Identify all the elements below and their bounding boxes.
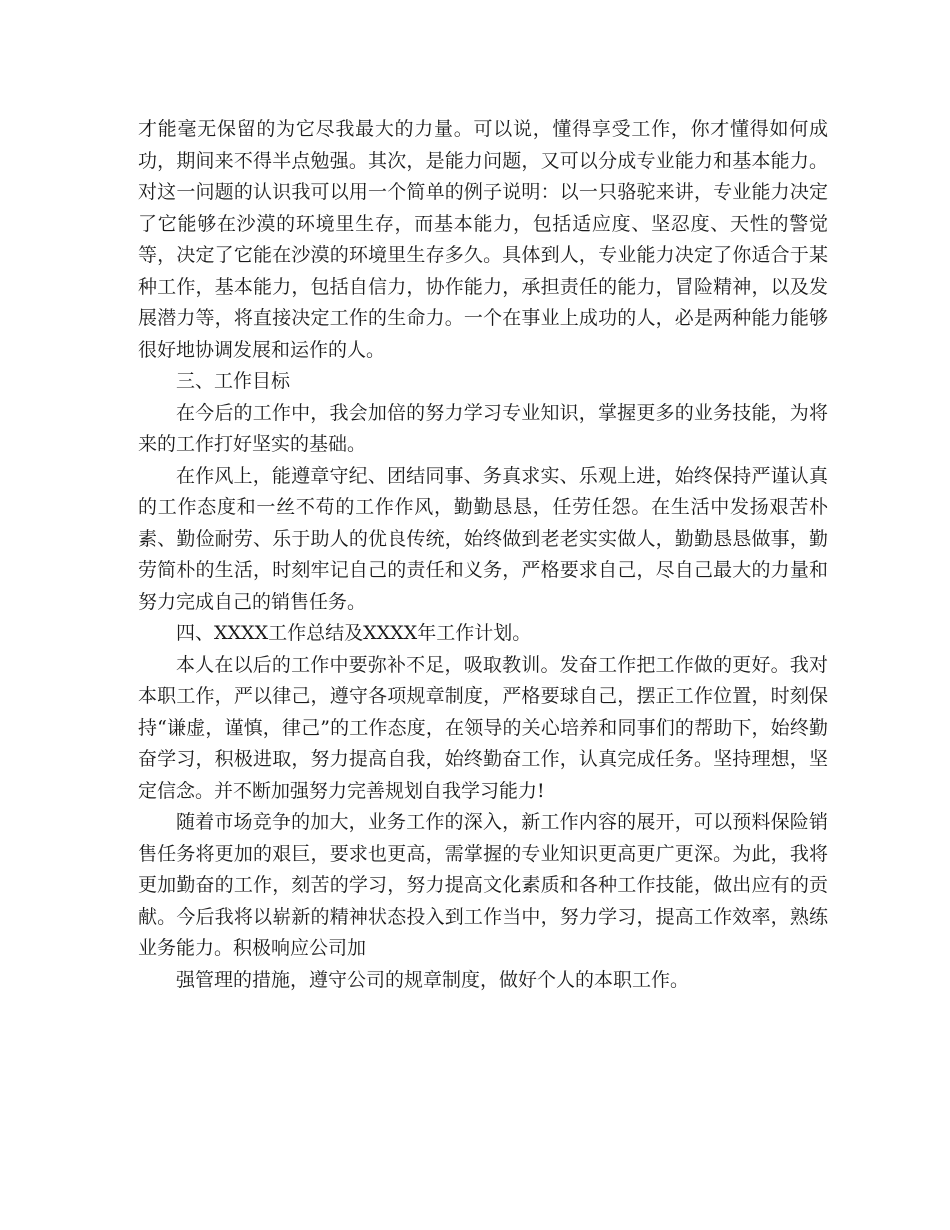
section-heading-goals: 三、工作目标 [176, 370, 291, 392]
paragraph-8: 强管理的措施，遵守公司的规章制度，做好个人的本职工作。 [176, 968, 690, 991]
paragraph-7: 随着市场竞争的加大，业务工作的深入，新工作内容的展开，可以预料保险销售任务将更加的艰巨，要求也更高，需掌握的专业知识更高更广更深。为此，我将更加勤奋的工作，刻苦的学习，努力提高文化素质和各种工作技能，做出应有的贡献。今后我将以崭新的精神状态投入到工作当中，努力学习，提高工作效率，熟练业务能力。积极响应公司加 [138, 811, 828, 959]
paragraph-3: 在今后的工作中，我会加倍的努力学习专业知识，掌握更多的业务技能，为将来的工作打好坚实的基础。 [138, 401, 828, 455]
paragraph-4: 在作风上，能遵章守纪、团结同事、务真求实、乐观上进，始终保持严谨认真的工作态度和一丝不苟的工作作风，勤勤恳恳，任劳任怨。在生活中发扬艰苦朴素、勤俭耐劳、乐于助人的优良传统，始终做到老老实实做人，勤勤恳恳做事，勤劳简朴的生活，时刻牢记自己的责任和义务，严格要求自己，尽自己最大的力量和努力完成自己的销售任务。 [138, 464, 828, 613]
paragraph-6: 本人在以后的工作中要弥补不足，吸取教训。发奋工作把工作做的更好。我对本职工作，严以律己，遵守各项规章制度，严格要球自己，摆正工作位置，时刻保持“谦虚，谨慎，律己”的工作态度，在领导的关心培养和同事们的帮助下，始终勤奋学习，积极进取，努力提高自我，始终勤奋工作，认真完成任务。坚持理想，坚定信念。并不断加强努力完善规划自我学习能力! [138, 653, 828, 802]
paragraph-1: 才能毫无保留的为它尽我最大的力量。可以说，懂得享受工作，你才懂得如何成功，期间来不得半点勉强。其次，是能力问题，又可以分成专业能力和基本能力。对这一问题的认识我可以用一个简单的例子说明：以一只骆驼来讲，专业能力决定了它能够在沙漠的环境里生存，而基本能力，包括适应度、坚忍度、天性的警觉等，决定了它能在沙漠的环境里生存多久。具体到人，专业能力决定了你适合于某种工作，基本能力，包括自信力，协作能力，承担责任的能力，冒险精神，以及发展潜力等，将直接决定工作的生命力。一个在事业上成功的人，必是两种能力能够很好地协调发展和运作的人。 [138, 118, 828, 361]
section-heading-summary-plan: 四、XXXX工作总结及XXXX年工作计划。 [176, 622, 532, 644]
document-body [138, 114, 828, 996]
